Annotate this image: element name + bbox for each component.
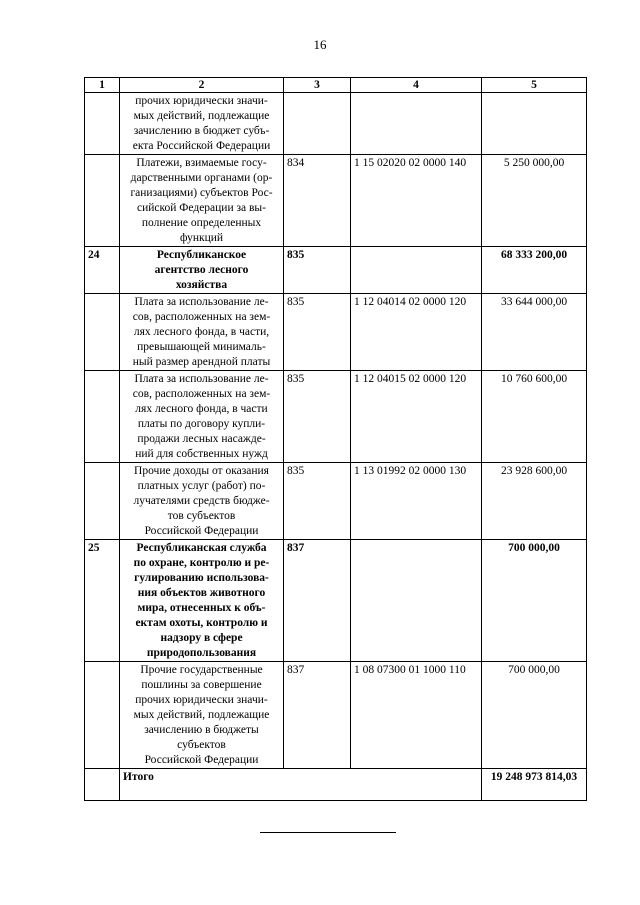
revenue-name-line: мых действий, подлежащие — [133, 110, 270, 122]
revenue-name-line: полнение определенных — [141, 217, 262, 229]
row-number-cell: 25 — [85, 540, 120, 662]
table-row — [85, 371, 587, 463]
revenue-name-line: лучателями средств бюдже- — [133, 495, 270, 507]
budget-code-cell: 1 15 02020 02 0000 140 — [351, 155, 482, 247]
page-number: 16 — [313, 37, 327, 52]
revenue-name-cell — [120, 463, 284, 540]
revenue-name-line: мира, отнесенных к объ- — [137, 602, 266, 614]
revenue-name-line: Республиканская служба — [136, 542, 267, 554]
total-row — [85, 769, 587, 801]
budget-code-cell: 1 13 01992 02 0000 130 — [351, 463, 482, 540]
table-row — [85, 294, 587, 371]
revenue-name-line: зачислению в бюджеты — [144, 724, 259, 736]
revenue-name-line: гулированию использова- — [134, 572, 269, 584]
revenue-name-cell — [120, 294, 284, 371]
budget-code-cell — [351, 540, 482, 662]
revenue-name-line: субъектов — [177, 739, 226, 751]
header-col-1: 1 — [85, 78, 120, 93]
revenue-name-line: Плата за использование ле- — [134, 296, 269, 308]
admin-code-cell — [284, 93, 351, 155]
header-col-5: 5 — [482, 78, 587, 93]
revenue-name-line: надзору в сфере — [160, 632, 243, 644]
revenue-name-line: лях лесного фонда, в части — [135, 403, 268, 415]
revenue-name-line: платных услуг (работ) по- — [137, 480, 266, 492]
revenue-name-line: екта Российской Федерации — [132, 140, 271, 152]
revenue-name-line: зачислению в бюджет субъ- — [133, 125, 270, 137]
revenue-name-line: пошлины за совершение — [141, 679, 262, 691]
budget-code-cell: 1 12 04014 02 0000 120 — [351, 294, 482, 371]
revenue-name-line: функций — [179, 232, 224, 244]
revenue-name-line: ный размер арендной платы — [132, 356, 271, 368]
admin-code-cell: 837 — [284, 540, 351, 662]
row-number-cell — [85, 662, 120, 769]
header-row — [85, 78, 587, 93]
revenue-name-line: ний для собственных нужд — [135, 448, 268, 460]
table-row — [85, 540, 587, 662]
table-body — [85, 78, 587, 801]
total-label: Итого — [120, 769, 482, 801]
admin-code-cell: 835 — [284, 294, 351, 371]
budget-code-cell: 1 08 07300 01 1000 110 — [351, 662, 482, 769]
admin-code-cell: 837 — [284, 662, 351, 769]
header-col-2: 2 — [120, 78, 284, 93]
budget-code-cell: 1 12 04015 02 0000 120 — [351, 371, 482, 463]
revenue-name-line: превышающей минималь- — [137, 341, 266, 353]
revenue-name-line: Российской Федерации — [144, 525, 259, 537]
revenue-name-line: сов, расположенных на зем- — [132, 311, 271, 323]
revenue-name-line: Платежи, взимаемые госу- — [136, 157, 267, 169]
revenue-name-line: ектам охоты, контролю и — [135, 617, 268, 629]
revenue-name-line: Прочие государственные — [140, 664, 263, 676]
revenue-name-line: лях лесного фонда, в части, — [133, 326, 270, 338]
revenue-name-line: тов субъектов — [167, 510, 236, 522]
revenue-name-line: по охране, контролю и ре- — [133, 557, 270, 569]
revenue-name-line: природопользования — [146, 647, 257, 659]
revenue-name-line: дарственными органами (ор- — [130, 172, 273, 184]
revenue-name-line: ганизациями) субъектов Рос- — [130, 187, 273, 199]
amount-cell — [482, 93, 587, 155]
amount-cell: 5 250 000,00 — [482, 155, 587, 247]
table-row — [85, 247, 587, 294]
revenue-name-cell — [120, 662, 284, 769]
revenue-name-line: сийской Федерации за вы- — [137, 202, 266, 214]
row-number-cell: 24 — [85, 247, 120, 294]
revenue-name-cell — [120, 540, 284, 662]
revenue-name-cell — [120, 371, 284, 463]
amount-cell: 23 928 600,00 — [482, 463, 587, 540]
revenue-name-cell — [120, 155, 284, 247]
table-row — [85, 463, 587, 540]
revenue-name-cell — [120, 93, 284, 155]
revenue-name-line: агентство лесного — [154, 264, 249, 276]
total-empty-cell — [85, 769, 120, 801]
footer-rule — [260, 832, 396, 833]
amount-cell: 700 000,00 — [482, 540, 587, 662]
revenue-name-line: продажи лесных насажде- — [137, 433, 266, 445]
row-number-cell — [85, 463, 120, 540]
amount-cell: 10 760 600,00 — [482, 371, 587, 463]
admin-code-cell: 835 — [284, 463, 351, 540]
table-row — [85, 93, 587, 155]
revenue-name-line: платы по договору купли- — [137, 418, 266, 430]
budget-code-cell — [351, 93, 482, 155]
budget-code-cell — [351, 247, 482, 294]
row-number-cell — [85, 371, 120, 463]
revenue-table — [84, 77, 587, 801]
revenue-name-line: Республиканское — [156, 249, 247, 261]
amount-cell: 700 000,00 — [482, 662, 587, 769]
row-number-cell — [85, 294, 120, 371]
row-number-cell — [85, 93, 120, 155]
admin-code-cell: 835 — [284, 371, 351, 463]
revenue-name-cell — [120, 247, 284, 294]
table-row — [85, 662, 587, 769]
amount-cell: 68 333 200,00 — [482, 247, 587, 294]
header-col-3: 3 — [284, 78, 351, 93]
total-amount: 19 248 973 814,03 — [482, 769, 587, 801]
revenue-name-line: сов, расположенных на зем- — [132, 388, 271, 400]
revenue-name-line: Российской Федерации — [144, 754, 259, 766]
admin-code-cell: 834 — [284, 155, 351, 247]
revenue-name-line: прочих юридически значи- — [135, 694, 268, 706]
revenue-name-line: Плата за использование ле- — [134, 373, 269, 385]
table-row — [85, 155, 587, 247]
revenue-name-line: прочих юридически значи- — [135, 95, 268, 107]
amount-cell: 33 644 000,00 — [482, 294, 587, 371]
revenue-name-line: ния объектов животного — [137, 587, 266, 599]
revenue-name-line: хозяйства — [175, 279, 228, 291]
revenue-name-line: Прочие доходы от оказания — [134, 465, 269, 477]
header-col-4: 4 — [351, 78, 482, 93]
admin-code-cell: 835 — [284, 247, 351, 294]
revenue-name-line: мых действий, подлежащие — [133, 709, 270, 721]
row-number-cell — [85, 155, 120, 247]
